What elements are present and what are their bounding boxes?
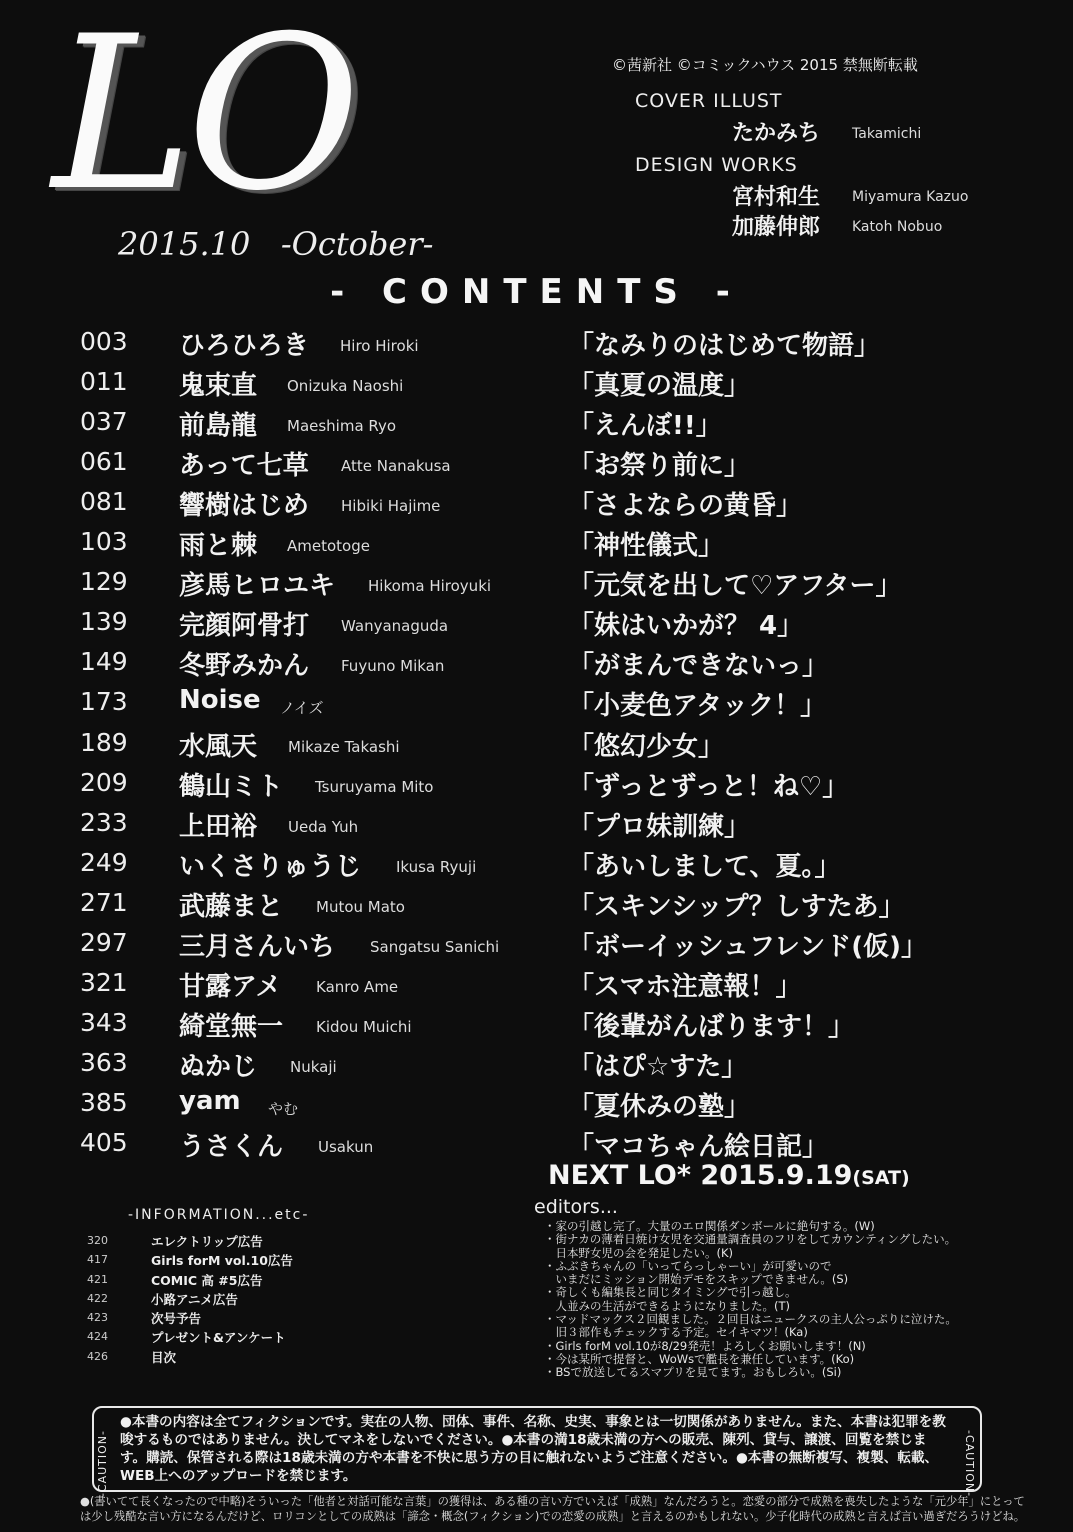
author-name: 綺堂無一 [179, 1011, 284, 1042]
caution-label-right: -CAUTION- [963, 1430, 976, 1498]
info-page-number: 421 [87, 1272, 108, 1286]
author-name: 響樹はじめ [179, 491, 310, 522]
author-roman: Onizuka Naoshi [287, 377, 404, 396]
story-title: 「真夏の温度」 [568, 371, 751, 402]
page-number: 061 [80, 447, 128, 477]
editor-note: 人並みの生活ができるようになりました。(T) [544, 1298, 790, 1313]
story-title: 「マコちゃん絵日記」 [568, 1132, 829, 1162]
page-number: 011 [80, 367, 128, 397]
designer-roman: Miyamura Kazuo [852, 189, 969, 205]
table-row [0, 962, 1073, 1002]
editor-note: ・BSで放送してるスマプリを見てます。おもしろい。(Si) [544, 1365, 842, 1380]
author-roman: Ametotoge [287, 537, 370, 556]
story-title: 「さよならの黄昏」 [568, 491, 803, 522]
author-roman: Hikoma Hiroyuki [368, 577, 492, 596]
editor-note: ・街ナカの薄着日焼け女児を交通量調査員のフリをしてカウンティングしたい。 [544, 1232, 957, 1247]
cover-illust-roman: Takamichi [852, 126, 922, 142]
story-title: 「妹はいかが？ 4」 [568, 611, 804, 642]
editor-note: ・今は某所で提督と、WoWsで艦長を兼任しています。(Ko) [544, 1351, 855, 1366]
editor-note: ・奇しくも編集長と同じタイミングで引っ越し。 [544, 1285, 797, 1300]
page-number: 139 [80, 607, 128, 637]
footnote: ●(書いてて長くなったので中略)そういった「他者と対話可能な言葉」の獲得は、ある種の言い方でいえば「成熟」なんだろうと。恋愛の部分で成熟を喪失したような「元少年」にとっては少し残酷な言い方になるんだけど、ロリコンとしての成熟は「諦念・概念(フィクション)での恋愛の成熟」と言えるのかもしれない。少子化時代の成熟と言えば言い過ぎだろうけどね。 [80, 1495, 1026, 1523]
author-roman: Mutou Mato [316, 897, 405, 916]
cover-illust-label: COVER ILLUST [635, 90, 783, 112]
author-roman: Atte Nanakusa [341, 457, 451, 476]
author-name: Noise [179, 685, 261, 716]
info-page-number: 422 [87, 1291, 108, 1305]
editor-note: ・マッドマックス２回観ました。２回目はニュークスの主人公っぷりに泣けた。 [544, 1312, 957, 1327]
author-name: 水風天 [179, 731, 258, 762]
editor-note: 日本野女児の会を発足したい。(K) [544, 1245, 734, 1260]
designer-roman: Katoh Nobuo [852, 219, 943, 235]
editor-note: ・Girls forM vol.10が8/29発売！よろしくお願いします！(N) [544, 1338, 866, 1353]
author-name: うさくん [179, 1132, 284, 1162]
caution-text: ●本書の内容は全てフィクションです。実在の人物、団体、事件、名称、史実、事象とは一切関係がありません。また、本書は犯罪を教唆するものではありません。決してマネをしないでください。●本書の満18歳未満の方への販売、陳列、貸与、譲渡、回覧を禁じます。購読、保管される際は18歳未満の方や本書を不快に思う方の目に触れないようご注意ください。●本書の無断複写、複製、転載、WEB上へのアップロードを禁じます。 [120, 1414, 946, 1484]
author-roman: Fuyuno Mikan [341, 657, 445, 676]
page-number: 363 [80, 1047, 128, 1077]
story-title: 「あいしまして、夏。」 [568, 851, 841, 882]
author-name: 完顔阿骨打 [179, 611, 310, 642]
page-number: 173 [80, 687, 128, 717]
info-item-text: 次号予告 [151, 1311, 202, 1327]
author-name: 上田裕 [179, 811, 258, 842]
author-name: ひろひろき [179, 331, 310, 361]
author-name: yam [179, 1085, 241, 1116]
story-title: 「スキンシップ？しすたあ」 [568, 891, 905, 922]
story-title: 「なみりのはじめて物語」 [568, 331, 881, 361]
story-title: 「スマホ注意報！」 [568, 971, 802, 1002]
table-row [0, 842, 1073, 882]
editor-note: ・家の引越し完了。大量のエロ関係ダンボールに絶句する。(W) [544, 1219, 875, 1233]
story-title: 「元気を出して♡アフター」 [568, 571, 902, 602]
page-number: 189 [80, 727, 128, 757]
table-row [0, 1122, 1073, 1162]
table-row [0, 1042, 1073, 1082]
page-number: 037 [80, 407, 128, 437]
author-roman: やむ [268, 1099, 299, 1118]
table-row [0, 361, 1073, 401]
story-title: 「小麦色アタック！」 [568, 691, 827, 722]
table-row [0, 681, 1073, 721]
page-number: 249 [80, 847, 128, 877]
page-number: 343 [80, 1007, 128, 1037]
story-title: 「お祭り前に」 [568, 451, 751, 482]
table-row [0, 1082, 1073, 1122]
cover-illust-name: たかみち [732, 121, 821, 146]
author-roman: Kidou Muichi [316, 1017, 412, 1036]
story-title: 「はぴ☆すた」 [568, 1051, 748, 1082]
editor-note: ・ふぶきちゃんの「いってらっしゃーい」が可愛いので [544, 1258, 832, 1273]
table-row [0, 481, 1073, 521]
table-row [0, 922, 1073, 962]
logo: LO [52, 0, 355, 237]
info-item-text: プレゼント&アンケート [151, 1330, 286, 1346]
editors-label: editors... [534, 1196, 618, 1218]
info-page-number: 423 [87, 1311, 108, 1325]
page-number: 149 [80, 647, 128, 677]
story-title: 「後輩がんばります！」 [568, 1011, 855, 1042]
info-page-number: 320 [87, 1234, 108, 1247]
info-item-text: 小路アニメ広告 [151, 1291, 238, 1307]
table-row [0, 1002, 1073, 1042]
table-row [0, 321, 1073, 361]
page-number: 233 [80, 807, 128, 837]
story-title: 「ずっとずっと！ね♡」 [568, 771, 849, 802]
page-number: 209 [80, 767, 128, 797]
contents-heading: - CONTENTS - [330, 272, 743, 312]
story-title: 「プロ妹訓練」 [568, 811, 751, 842]
design-works-label: DESIGN WORKS [635, 154, 798, 176]
table-row [0, 722, 1073, 762]
information-heading: -INFORMATION...etc- [128, 1207, 310, 1223]
author-name: 前島龍 [179, 411, 258, 442]
table-row [0, 802, 1073, 842]
author-roman: ノイズ [280, 699, 324, 718]
story-title: 「ボーイッシュフレンド(仮)」 [568, 931, 928, 962]
story-title: 「悠幻少女」 [568, 731, 725, 762]
author-roman: Kanro Ame [316, 977, 399, 996]
info-page-number: 426 [87, 1349, 108, 1363]
info-item-text: Girls forM vol.10広告 [151, 1253, 293, 1269]
author-name: あって七草 [179, 451, 309, 482]
next-issue [548, 1160, 910, 1191]
info-page-number: 424 [87, 1330, 108, 1344]
author-roman: Wanyanaguda [341, 617, 449, 636]
story-title: 「えんぼ!!」 [568, 411, 722, 442]
info-item-text: 目次 [151, 1349, 177, 1365]
author-roman: Sangatsu Sanichi [370, 937, 500, 956]
page-number: 103 [80, 527, 128, 557]
author-roman: Hibiki Hajime [341, 497, 441, 516]
issue-date: 2015.10 -October- [118, 225, 434, 263]
author-name: ぬかじ [179, 1051, 258, 1082]
author-name: 冬野みかん [179, 651, 310, 682]
table-row [0, 521, 1073, 561]
designer-name: 宮村和生 [732, 185, 821, 210]
caution-label-left: -CAUTION- [96, 1430, 109, 1498]
page-number: 405 [80, 1128, 128, 1157]
story-title: 「夏休みの塾」 [568, 1091, 751, 1122]
table-row [0, 561, 1073, 601]
editor-note: いまだにミッション開始デモをスキップできません。(S) [544, 1272, 849, 1287]
designer-name: 加藤伸郎 [732, 215, 821, 240]
table-row [0, 882, 1073, 922]
page-number: 385 [80, 1087, 128, 1117]
caution-box [92, 1406, 982, 1498]
author-roman: Mikaze Takashi [288, 737, 400, 756]
author-roman: Maeshima Ryo [287, 417, 397, 436]
info-page-number: 417 [87, 1253, 108, 1267]
next-issue-day: (SAT) [852, 1167, 910, 1189]
author-roman: Nukaji [290, 1057, 337, 1076]
page-number: 297 [80, 927, 128, 957]
author-roman: Tsuruyama Mito [315, 777, 434, 796]
next-issue-date: NEXT LO* 2015.9.19 [548, 1160, 853, 1191]
author-name: いくさりゅうじ [179, 851, 362, 882]
info-item-text: COMIC 高 #5広告 [151, 1272, 263, 1288]
author-name: 鬼束直 [179, 371, 258, 402]
table-row [0, 641, 1073, 681]
table-row [0, 441, 1073, 481]
table-row [0, 601, 1073, 641]
page-number: 129 [80, 567, 128, 597]
copyright-line: ©茜新社 ©コミックハウス 2015 禁無断転載 [612, 56, 918, 74]
table-row [0, 401, 1073, 441]
author-roman: Ueda Yuh [288, 817, 359, 836]
author-name: 甘露アメ [179, 971, 282, 1002]
page-number: 321 [80, 967, 128, 997]
author-name: 武藤まと [179, 891, 284, 922]
page-number: 003 [80, 327, 128, 356]
author-name: 三月さんいち [179, 931, 336, 962]
editor-note: 旧３部作もチェックする予定。セイキマツ！(Ka) [544, 1325, 808, 1340]
page-number: 271 [80, 887, 128, 917]
story-title: 「神性儀式」 [568, 531, 725, 562]
page-number: 081 [80, 487, 128, 517]
table-row [0, 762, 1073, 802]
author-name: 彦馬ヒロユキ [179, 571, 336, 602]
info-item-text: エレクトリップ広告 [151, 1234, 263, 1249]
author-roman: Usakun [318, 1138, 374, 1156]
author-roman: Ikusa Ryuji [396, 857, 477, 876]
author-name: 鶴山ミト [179, 771, 284, 802]
author-roman: Hiro Hiroki [340, 337, 419, 355]
editor-notes [544, 1220, 1034, 1380]
author-name: 雨と棘 [179, 531, 258, 562]
story-title: 「がまんできないっ」 [568, 651, 829, 682]
